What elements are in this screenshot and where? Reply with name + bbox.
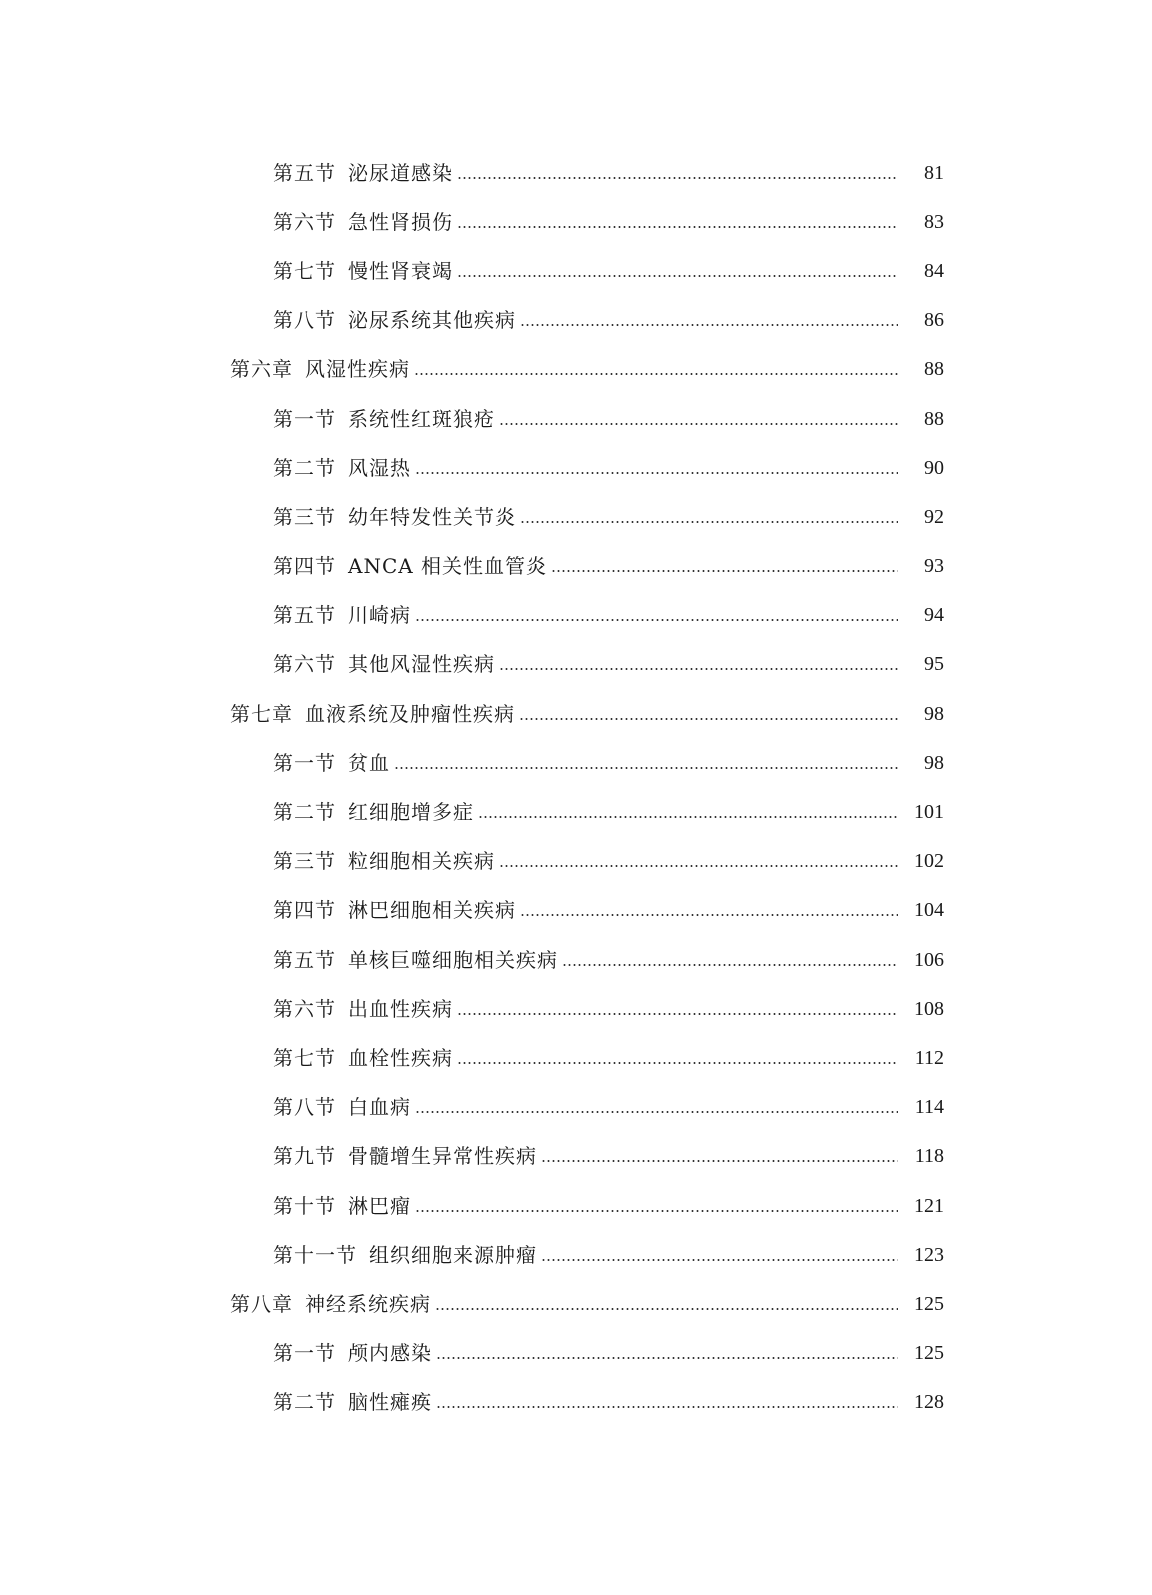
toc-entry-label [273,1193,411,1218]
toc-section-entry[interactable] [0,148,1152,197]
toc-entry-label [230,357,410,382]
toc-entry-page-number: 104 [914,899,944,922]
toc-entry-title: ANCA 相关性血管炎 [348,554,548,579]
toc-section-entry[interactable] [0,591,1152,640]
toc-entry-title: 骨髓增生异常性疾病 [348,1144,537,1169]
dot-leader [414,373,898,375]
toc-section-entry[interactable] [0,738,1152,787]
toc-entry-label [273,1242,537,1267]
table-of-contents [0,148,1152,1427]
toc-entry-page-number: 98 [924,751,944,774]
dot-leader [520,914,898,916]
toc-entry-title: 红细胞增多症 [348,800,474,825]
toc-chapter-entry[interactable] [0,689,1152,738]
toc-entry-number: 第十一节 [273,1242,357,1267]
toc-entry-label [273,996,453,1021]
toc-entry-title: 组织细胞来源肿瘤 [369,1242,537,1267]
toc-section-entry[interactable] [0,1083,1152,1132]
dot-leader [499,423,898,425]
dot-leader [457,177,898,179]
toc-entry-number: 第七节 [273,258,336,283]
toc-entry-page-number: 125 [914,1342,944,1365]
toc-entry-page-number: 101 [914,801,944,824]
toc-section-entry[interactable] [0,394,1152,443]
dot-leader [435,1308,898,1310]
toc-section-entry[interactable] [0,984,1152,1033]
toc-entry-label [230,701,515,726]
dot-leader [457,1062,898,1064]
toc-entry-page-number: 128 [914,1391,944,1414]
toc-entry-number: 第八节 [273,308,336,333]
toc-section-entry[interactable] [0,296,1152,345]
toc-entry-label [273,1390,432,1415]
toc-entry-title: 泌尿系统其他疾病 [348,308,516,333]
toc-section-entry[interactable] [0,246,1152,295]
toc-section-entry[interactable] [0,837,1152,886]
toc-entry-page-number: 83 [924,210,944,233]
dot-leader [394,767,898,769]
toc-entry-page-number: 93 [924,555,944,578]
toc-section-entry[interactable] [0,1033,1152,1082]
toc-entry-page-number: 92 [924,505,944,528]
toc-entry-title: 神经系统疾病 [305,1291,431,1316]
toc-entry-page-number: 84 [924,259,944,282]
toc-entry-label [273,406,495,431]
toc-entry-title: 脑性瘫痪 [348,1390,432,1415]
dot-leader [499,668,898,670]
toc-entry-title: 淋巴瘤 [348,1193,411,1218]
toc-entry-number: 第八节 [273,1095,336,1120]
toc-entry-label [273,849,495,874]
toc-entry-number: 第七节 [273,1045,336,1070]
toc-entry-label [273,898,516,923]
toc-entry-title: 淋巴细胞相关疾病 [348,898,516,923]
dot-leader [415,1111,898,1113]
toc-entry-title: 出血性疾病 [348,996,453,1021]
toc-entry-title: 系统性红斑狼疮 [348,406,495,431]
toc-entry-number: 第六章 [230,357,293,382]
toc-section-entry[interactable] [0,443,1152,492]
dot-leader [541,1160,898,1162]
toc-entry-title: 白血病 [348,1095,411,1120]
dot-leader [415,1210,898,1212]
toc-entry-title: 血液系统及肿瘤性疾病 [305,701,515,726]
toc-entry-label [273,258,453,283]
toc-entry-page-number: 121 [914,1194,944,1217]
toc-entry-number: 第六节 [273,996,336,1021]
toc-section-entry[interactable] [0,492,1152,541]
toc-entry-number: 第二节 [273,1390,336,1415]
dot-leader [562,964,898,966]
toc-entry-label [230,1291,431,1316]
toc-entry-page-number: 102 [914,850,944,873]
toc-section-entry[interactable] [0,1230,1152,1279]
toc-section-entry[interactable] [0,542,1152,591]
dot-leader [457,275,898,277]
toc-chapter-entry[interactable] [0,345,1152,394]
toc-entry-number: 第七章 [230,701,293,726]
toc-entry-number: 第四节 [273,898,336,923]
dot-leader [499,865,898,867]
dot-leader [415,472,898,474]
toc-section-entry[interactable] [0,197,1152,246]
toc-entry-number: 第五节 [273,947,336,972]
toc-entry-page-number: 81 [924,161,944,184]
toc-entry-page-number: 90 [924,456,944,479]
toc-entry-page-number: 123 [914,1243,944,1266]
toc-entry-page-number: 118 [914,1145,944,1168]
toc-entry-number: 第六节 [273,652,336,677]
toc-entry-title: 单核巨噬细胞相关疾病 [348,947,558,972]
toc-entry-number: 第一节 [273,406,336,431]
toc-section-entry[interactable] [0,787,1152,836]
toc-section-entry[interactable] [0,640,1152,689]
toc-section-entry[interactable] [0,1132,1152,1181]
dot-leader [520,521,898,523]
toc-entry-title: 贫血 [348,750,390,775]
toc-entry-number: 第三节 [273,849,336,874]
dot-leader [541,1259,898,1261]
toc-entry-page-number: 112 [914,1046,944,1069]
dot-leader [436,1357,898,1359]
toc-entry-title: 其他风湿性疾病 [348,652,495,677]
dot-leader [457,226,898,228]
toc-entry-number: 第四节 [273,554,336,579]
toc-entry-number: 第一节 [273,1341,336,1366]
toc-entry-page-number: 94 [924,604,944,627]
toc-entry-label [273,455,411,480]
toc-entry-page-number: 95 [924,653,944,676]
dot-leader [457,1013,898,1015]
toc-entry-label [273,1341,432,1366]
toc-entry-number: 第三节 [273,504,336,529]
toc-section-entry[interactable] [0,1181,1152,1230]
dot-leader [478,816,898,818]
toc-entry-number: 第一节 [273,750,336,775]
dot-leader [519,718,898,720]
dot-leader [551,570,898,572]
toc-entry-label [273,308,516,333]
toc-entry-page-number: 88 [924,407,944,430]
dot-leader [520,324,898,326]
toc-entry-page-number: 108 [914,997,944,1020]
toc-entry-label [273,504,516,529]
toc-entry-title: 粒细胞相关疾病 [348,849,495,874]
toc-entry-number: 第八章 [230,1291,293,1316]
toc-entry-title: 血栓性疾病 [348,1045,453,1070]
toc-entry-number: 第五节 [273,160,336,185]
toc-entry-label [273,800,474,825]
toc-chapter-entry[interactable] [0,1279,1152,1328]
toc-entry-label [273,554,548,579]
toc-entry-label [273,1144,537,1169]
toc-entry-page-number: 98 [924,702,944,725]
toc-entry-title: 急性肾损伤 [348,209,453,234]
toc-entry-label [273,1095,411,1120]
toc-entry-label [273,1045,453,1070]
toc-entry-number: 第二节 [273,800,336,825]
toc-entry-number: 第五节 [273,603,336,628]
toc-entry-title: 颅内感染 [348,1341,432,1366]
toc-entry-label [273,160,453,185]
toc-entry-label [273,750,390,775]
toc-entry-title: 风湿热 [348,455,411,480]
toc-entry-title: 幼年特发性关节炎 [348,504,516,529]
toc-entry-number: 第九节 [273,1144,336,1169]
toc-entry-page-number: 88 [924,358,944,381]
toc-entry-title: 泌尿道感染 [348,160,453,185]
toc-entry-label [273,603,411,628]
toc-section-entry[interactable] [0,1329,1152,1378]
toc-section-entry[interactable] [0,935,1152,984]
toc-section-entry[interactable] [0,886,1152,935]
toc-entry-title: 风湿性疾病 [305,357,410,382]
dot-leader [436,1406,898,1408]
toc-entry-label [273,652,495,677]
toc-entry-page-number: 106 [914,948,944,971]
toc-entry-page-number: 86 [924,309,944,332]
toc-entry-title: 川崎病 [348,603,411,628]
toc-entry-page-number: 114 [914,1096,944,1119]
toc-entry-number: 第六节 [273,209,336,234]
toc-entry-page-number: 125 [914,1292,944,1315]
dot-leader [415,619,898,621]
toc-entry-number: 第十节 [273,1193,336,1218]
toc-entry-label [273,947,558,972]
toc-entry-number: 第二节 [273,455,336,480]
toc-section-entry[interactable] [0,1378,1152,1427]
toc-entry-title: 慢性肾衰竭 [348,258,453,283]
toc-entry-label [273,209,453,234]
